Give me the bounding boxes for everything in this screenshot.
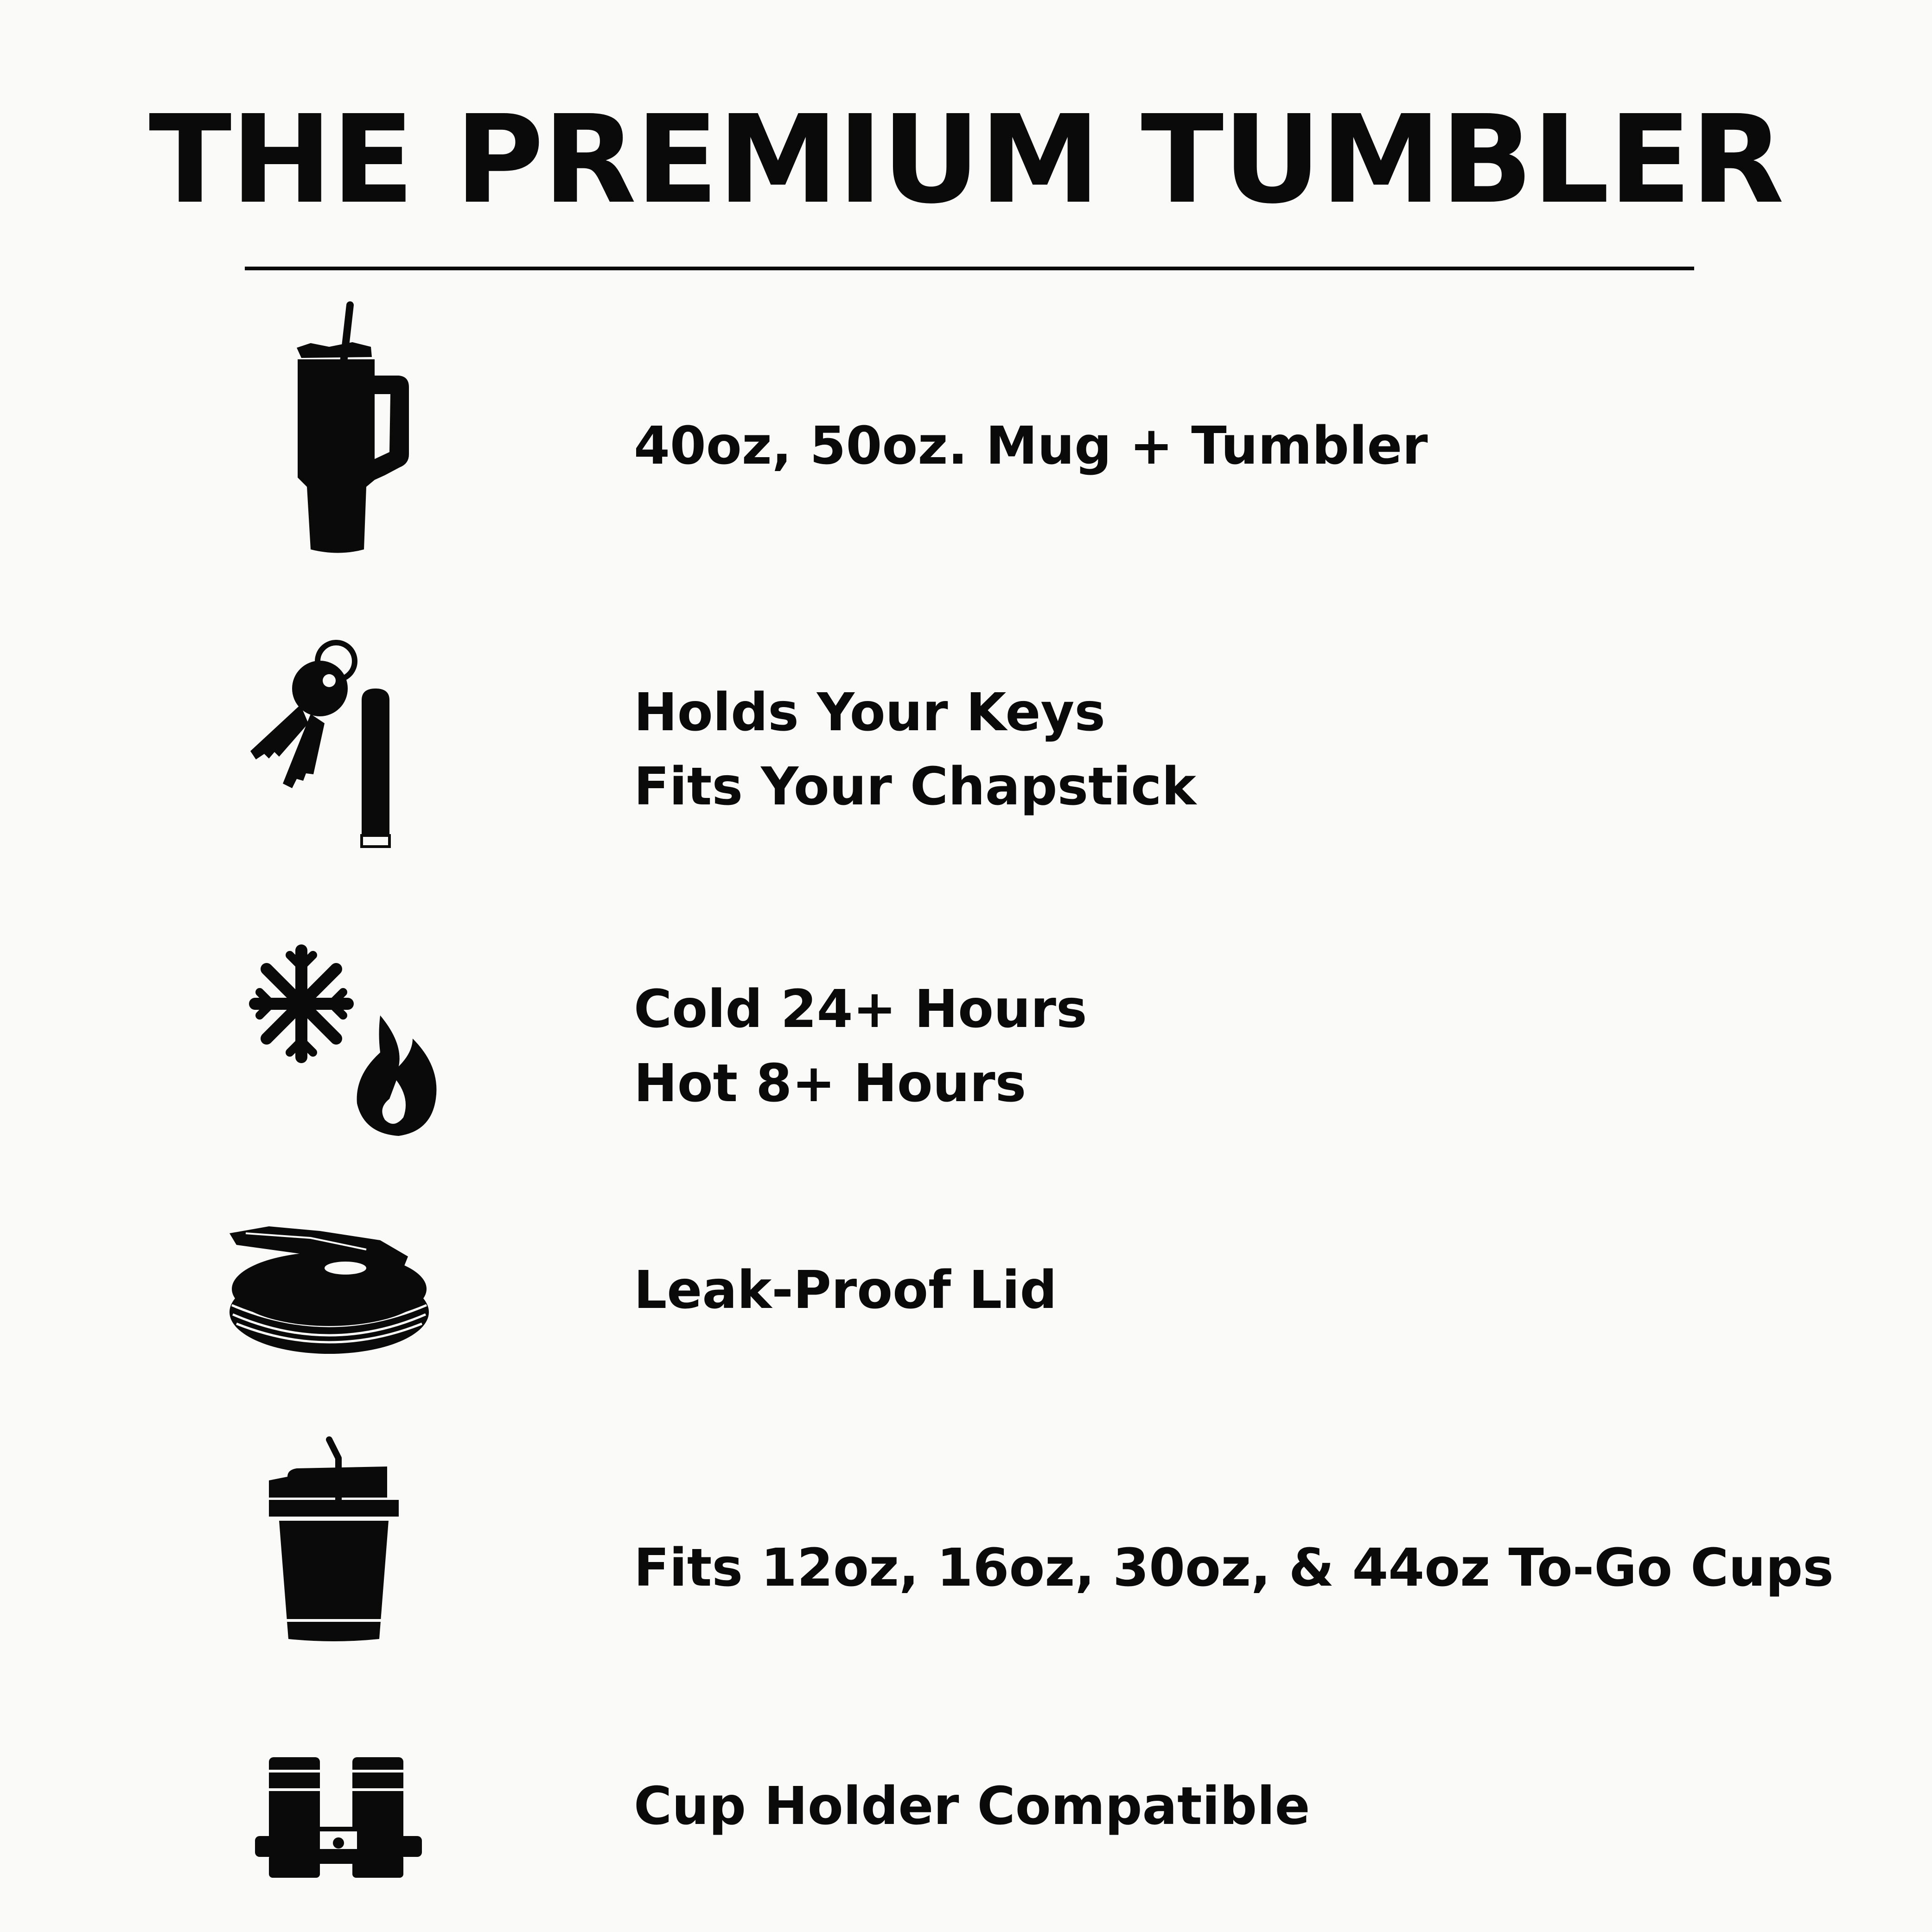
snowflake-flame-icon xyxy=(246,946,450,1136)
feature-line: Holds Your Keys xyxy=(634,682,1106,743)
feature-line: Hot 8+ Hours xyxy=(634,1053,1027,1114)
tumbler-mug-icon xyxy=(260,297,427,556)
feature-to-go-cups xyxy=(634,1531,1834,1605)
feature-line: 40oz, 50oz. Mug + Tumbler xyxy=(634,416,1428,476)
feature-line: Fits 12oz, 16oz, 30oz, & 44oz To-Go Cups xyxy=(634,1538,1834,1598)
feature-line: Cold 24+ Hours xyxy=(634,979,1087,1039)
keys-chapstick-icon xyxy=(246,635,431,848)
to-go-cup-icon xyxy=(269,1435,408,1648)
page-title: THE PREMIUM TUMBLER xyxy=(148,89,1784,230)
feature-size xyxy=(634,409,1428,483)
feature-cup-holder xyxy=(634,1769,1310,1843)
cup-holder-icon xyxy=(255,1755,422,1880)
feature-temperature xyxy=(634,972,1087,1121)
feature-line: Fits Your Chapstick xyxy=(634,757,1196,817)
feature-line: Cup Holder Compatible xyxy=(634,1776,1310,1836)
lid-icon xyxy=(227,1224,431,1358)
feature-line: Leak-Proof Lid xyxy=(634,1260,1057,1320)
title-divider xyxy=(245,267,1694,270)
feature-keys xyxy=(634,676,1196,824)
feature-lid xyxy=(634,1253,1057,1327)
